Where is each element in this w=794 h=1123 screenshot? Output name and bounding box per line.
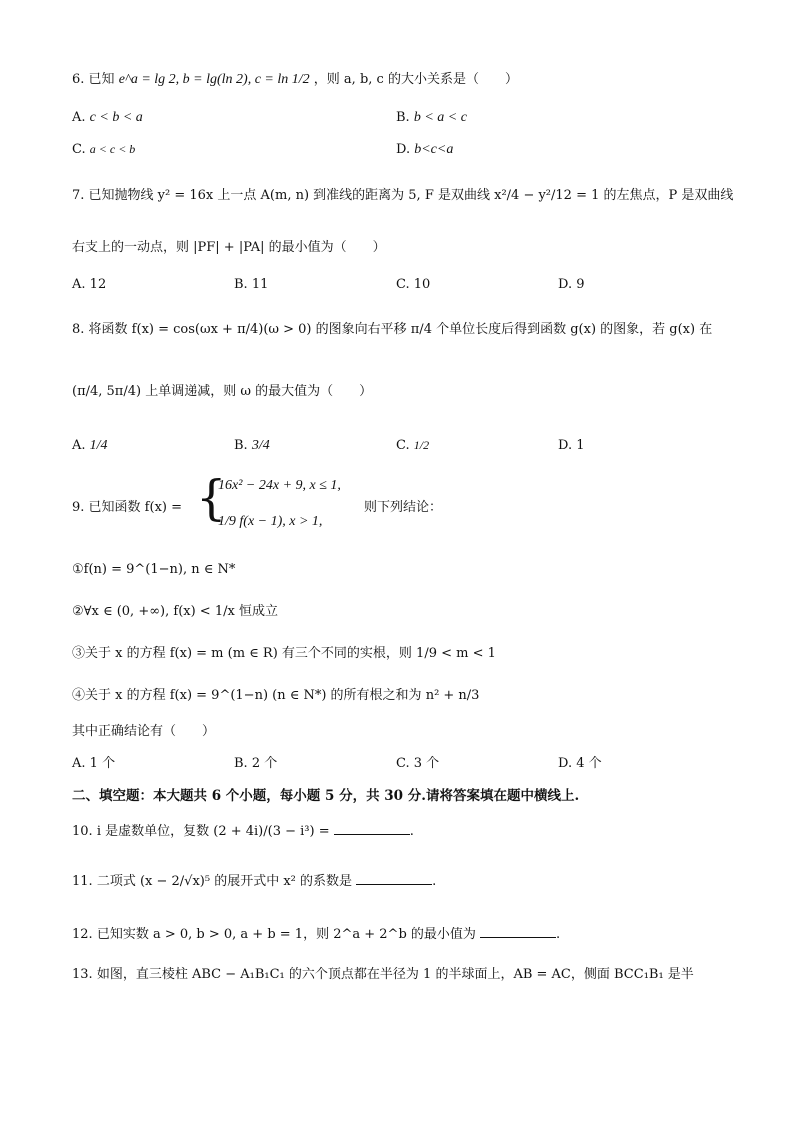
question-8-line-2 [72,384,372,400]
question-end: . [409,824,414,839]
question-text: 如图，直三棱柱 ABC − A₁B₁C₁ 的六个顶点都在半径为 1 的半球面上，AB = AC，侧面 BCC₁B₁ 是半 [96,967,694,982]
option-label: D. [558,438,573,453]
question-number: 11. [72,874,93,889]
option-text: 1 个 [89,756,116,771]
question-13 [72,967,694,983]
answer-blank[interactable] [334,834,410,835]
option-text: a < c < b [89,142,136,156]
q6-option-c [72,142,135,158]
statement-3: ③关于 x 的方程 f(x) = m (m ∈ R) 有三个不同的实根，则 1/9 < m < 1 [72,646,496,661]
option-label: C. [72,142,86,157]
q8-option-b [234,438,270,455]
option-label: D. [396,142,411,157]
option-label: A. [72,756,86,771]
option-text: 9 [576,277,585,292]
option-label: B. [234,277,248,292]
option-label: C. [396,277,410,292]
piecewise-brace: { [196,470,227,526]
q7-option-c [396,277,430,293]
question-stem-post: 则下列结论： [364,500,443,515]
q7-option-a [72,277,106,293]
option-text: 3 个 [413,756,440,771]
q9-option-d [558,756,602,772]
option-text: 10 [413,277,431,292]
question-line-2: (π/4, 5π/4) 上单调递减，则 ω 的最大值为（ ） [72,384,373,399]
option-text: b < a < c [413,110,467,125]
question-text: 已知实数 a > 0, b > 0, a + b = 1，则 2^a + 2^b 的最小值为 [96,927,476,942]
q7-option-b [234,277,268,293]
question-stem-pre: 已知函数 f(x) = [88,500,182,515]
q6-option-d [396,142,453,159]
statement-1: ①f(n) = 9^(1−n), n ∈ N* [72,562,236,577]
option-label: B. [234,438,248,453]
q9-option-c [396,756,439,772]
question-math: e^a = lg 2, b = lg(ln 2), c = ln 1/2 [118,72,310,87]
question-line-1: 已知抛物线 y² = 16x 上一点 A(m, n) 到准线的距离为 5, F 是双曲线 x²/4 − y²/12 = 1 的左焦点，P 是双曲线 [88,188,734,203]
option-label: D. [558,756,573,771]
q8-option-a [72,438,108,455]
question-stem-pre: 已知 [88,72,115,87]
statement-4: ④关于 x 的方程 f(x) = 9^(1−n) (n ∈ N*) 的所有根之和为 n² + n/3 [72,688,480,703]
option-text: c < b < a [89,110,143,125]
option-text: 11 [251,277,269,292]
question-text: i 是虚数单位，复数 (2 + 4i)/(3 − i³) = [96,824,330,839]
question-number: 8. [72,322,85,337]
option-text: 1 [576,438,585,453]
question-text: 二项式 (x − 2/√x)⁵ 的展开式中 x² 的系数是 [96,874,353,889]
question-9 [72,500,182,516]
q6-option-b [396,110,467,127]
answer-blank[interactable] [356,884,432,885]
option-label: B. [396,110,410,125]
question-number: 10. [72,824,93,839]
option-text: 2 个 [251,756,278,771]
question-number: 6. [72,72,85,87]
question-12 [72,927,560,943]
option-text: 1/2 [413,438,430,452]
question-stem-post: ，则 a, b, c 的大小关系是（ ） [313,72,518,87]
question-6 [72,72,518,89]
option-text: b<c<a [414,142,454,157]
option-label: C. [396,756,410,771]
q8-option-d [558,438,585,454]
option-label: C. [396,438,410,453]
q9-option-b [234,756,277,772]
q7-option-d [558,277,585,293]
q8-option-c [396,438,429,454]
question-8 [72,322,712,338]
option-text: 4 个 [576,756,602,771]
option-label: A. [72,277,86,292]
question-end: . [432,874,437,889]
question-line-1: 将函数 f(x) = cos(ωx + π/4)(ω > 0) 的图象向右平移 π/4 个单位长度后得到函数 g(x) 的图象，若 g(x) 在 [88,322,713,337]
question-number: 7. [72,188,85,203]
piecewise-case-2: 1/9 f(x − 1), x > 1, [218,514,323,529]
statement-2: ②∀x ∈ (0, +∞), f(x) < 1/x 恒成立 [72,604,278,619]
option-text: 1/4 [89,438,108,453]
section-heading: 二、填空题：本大题共 6 个小题，每小题 5 分，共 30 分.请将答案填在题中横线上. [72,788,580,804]
question-ask: 其中正确结论有（ ） [72,724,216,739]
option-label: A. [72,110,86,125]
option-text: 3/4 [251,438,270,453]
option-label: A. [72,438,86,453]
question-7 [72,188,733,204]
question-line-2: 右支上的一动点，则 |PF| + |PA| 的最小值为（ ） [72,240,386,255]
question-7-line-2 [72,240,386,256]
option-label: B. [234,756,248,771]
q6-option-a [72,110,143,127]
question-10 [72,824,414,840]
piecewise-case-1: 16x² − 24x + 9, x ≤ 1, [218,478,341,493]
question-11 [72,874,436,890]
question-number: 13. [72,967,93,982]
q9-option-a [72,756,115,772]
option-label: D. [558,277,573,292]
question-end: . [556,927,561,942]
answer-blank[interactable] [480,937,556,938]
question-number: 12. [72,927,93,942]
option-text: 12 [89,277,107,292]
question-number: 9. [72,500,85,515]
